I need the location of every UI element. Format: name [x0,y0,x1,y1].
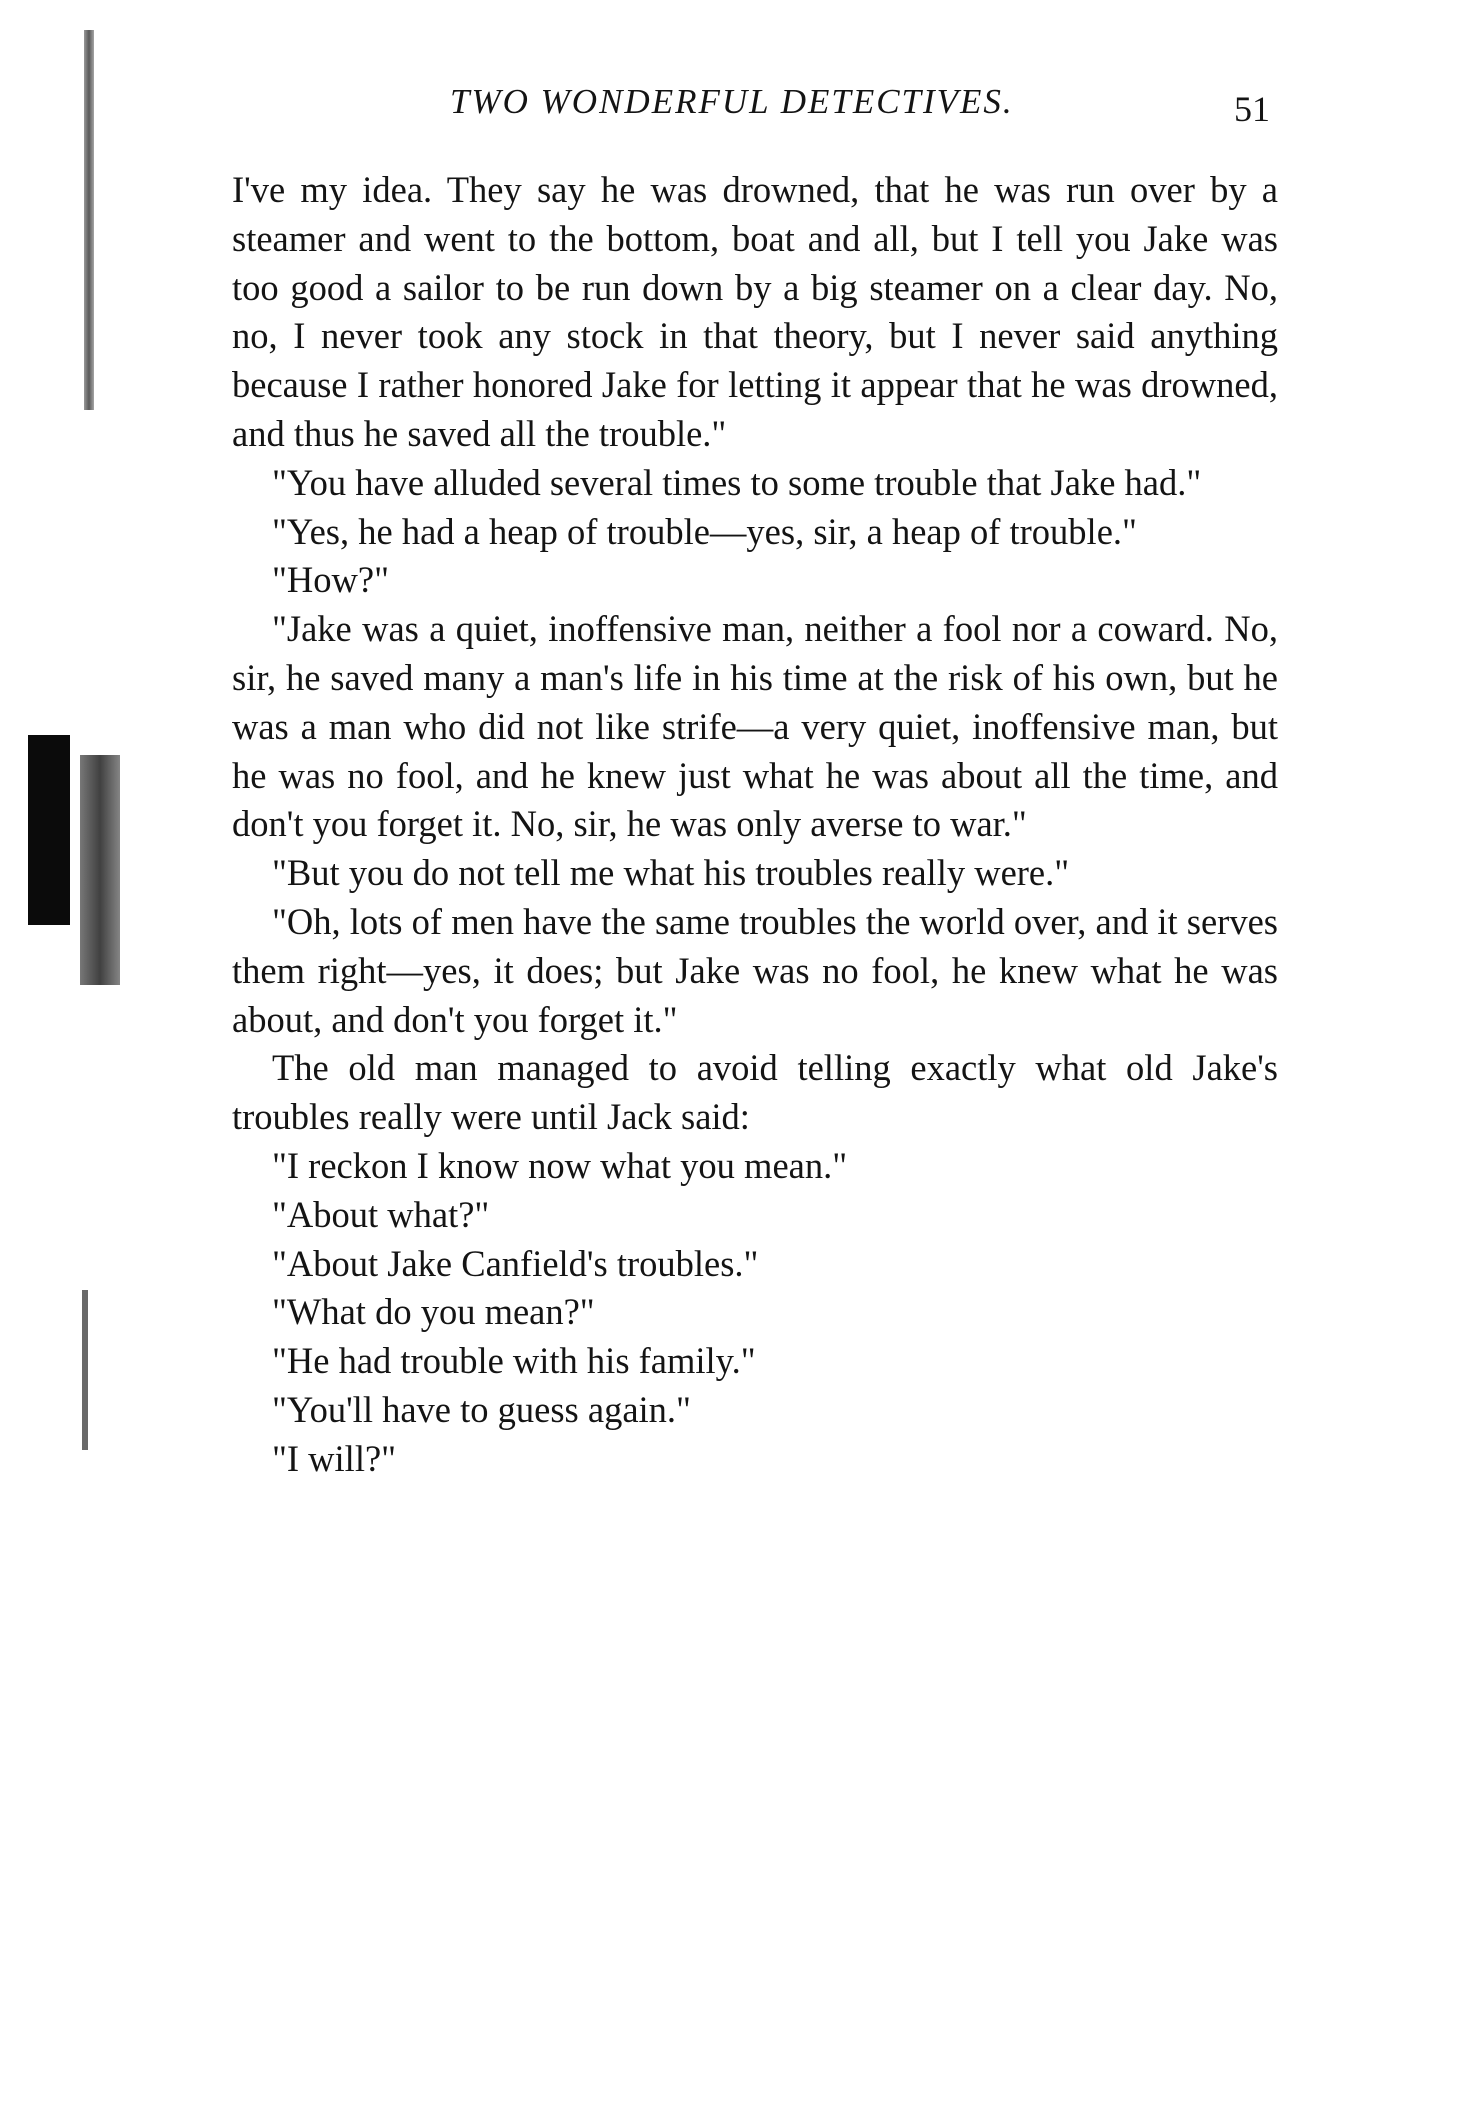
paragraph: I've my idea. They say he was drowned, that he was run over by a steamer and went to the bottom, boat and all, but I tell you Jake was too good a sailor to be run down by a big steamer on a clear day. No, no, I never took any stock in that theory, but I never said anything because I rather honored Jake for letting it appear that he was drowned, and thus he saved all the trouble." [232,169,1278,454]
scan-artifact-top [84,30,94,410]
page-number: 51 [1234,89,1270,129]
paragraph: "You'll have to guess again." [272,1388,691,1430]
body-text [232,166,1278,1484]
paragraph: "How?" [272,559,389,601]
paragraph: "Jake was a quiet, inoffensive man, neither a fool nor a coward. No, sir, he saved many a man's life in his time at the risk of his own, but he was a man who did not like strife—a very quiet, inoffensive man, but he was no fool, and he knew just what he was about all the time, and don't you forget it. No, sir, he was only averse to war." [232,608,1278,845]
paragraph: The old man managed to avoid telling exactly what old Jake's troubles really were until Jack said: [232,1047,1278,1138]
scan-artifact-bottom [82,1290,88,1450]
paragraph: "About Jake Canfield's troubles." [272,1242,759,1284]
paragraph: "Yes, he had a heap of trouble—yes, sir, a heap of trouble." [272,510,1137,552]
paragraph: "I will?" [272,1437,397,1479]
paragraph: "About what?" [272,1193,490,1235]
paragraph: "Oh, lots of men have the same troubles the world over, and it serves them right—yes, it does; but Jake was no fool, he knew what he was about, and don't you forget it." [232,900,1278,1040]
scan-artifact-middle [28,735,70,925]
scan-artifact-middle-2 [80,755,120,985]
paragraph: "I reckon I know now what you mean." [272,1144,848,1186]
paragraph: "You have alluded several times to some trouble that Jake had." [272,461,1202,503]
paragraph: "He had trouble with his family." [272,1340,756,1382]
paragraph: "What do you mean?" [272,1291,595,1333]
paragraph: "But you do not tell me what his troubles really were." [272,852,1070,894]
running-title: TWO WONDERFUL DETECTIVES. [450,82,1014,121]
